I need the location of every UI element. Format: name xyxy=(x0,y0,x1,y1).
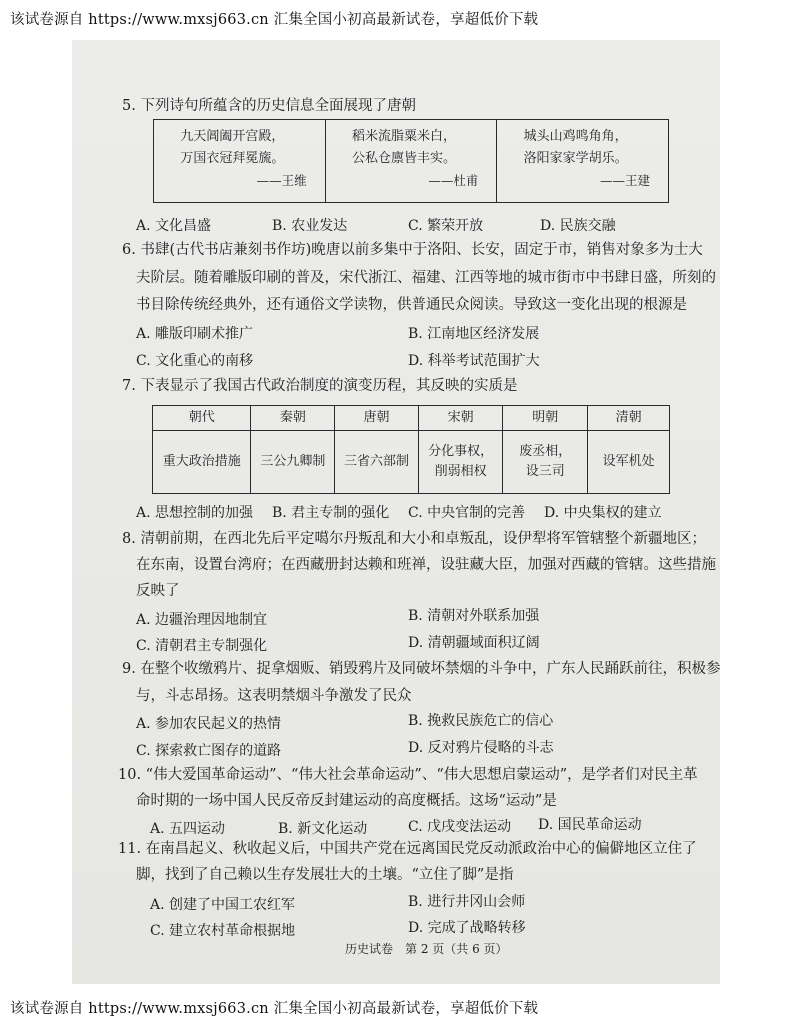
table-header-cell: 朝代 xyxy=(153,406,251,431)
q10-line-2: 命时期的一场中国人民反帝反封建运动的高度概括。这场“运动”是 xyxy=(136,793,557,809)
table-cell xyxy=(251,431,335,494)
q5-option-a: A. 文化昌盛 xyxy=(136,218,212,234)
q7-option-c: C. 中央官制的完善 xyxy=(408,505,526,521)
table-cell-text: 设三司 xyxy=(525,464,565,479)
q8-option-a: A. 边疆治理因地制宜 xyxy=(136,612,268,628)
q8-line-1: 8. 清朝前期，在西北先后平定噶尔丹叛乱和大小和卓叛乱，设伊犁将军管辖整个新疆地区； xyxy=(122,531,706,547)
q8-option-b: B. 清朝对外联系加强 xyxy=(408,608,540,624)
table-header-cell: 宋朝 xyxy=(418,406,503,431)
q7-option-b: B. 君主专制的强化 xyxy=(272,505,390,521)
table-cell xyxy=(503,431,588,494)
table-row-label: 重大政治措施 xyxy=(153,431,251,494)
table-header-cell: 清朝 xyxy=(588,406,670,431)
poem-line: 城头山鸡鸣角角， xyxy=(523,129,628,144)
q11-option-d: D. 完成了战略转移 xyxy=(408,920,526,936)
q6-option-c: C. 文化重心的南移 xyxy=(136,353,254,369)
q7-option-a: A. 思想控制的加强 xyxy=(136,505,254,521)
q9-option-b: B. 挽救民族危亡的信心 xyxy=(408,713,554,729)
q5-option-b: B. 农业发达 xyxy=(272,218,348,234)
table-cell xyxy=(588,431,670,494)
q9-option-c: C. 探索救亡图存的道路 xyxy=(136,743,282,759)
q7-option-d: D. 中央集权的建立 xyxy=(544,505,662,521)
q9-line-2: 与，斗志昂扬。这表明禁烟斗争激发了民众 xyxy=(136,688,412,704)
poem-line: 稻米流脂粟米白， xyxy=(352,129,457,144)
q5-option-d: D. 民族交融 xyxy=(540,218,616,234)
q10-option-d: D. 国民革命运动 xyxy=(538,817,642,833)
q8-option-d: D. 清朝疆域面积辽阔 xyxy=(408,635,540,651)
q5-option-c: C. 繁荣开放 xyxy=(408,218,484,234)
q7-stem: 7. 下表显示了我国古代政治制度的演变历程，其反映的实质是 xyxy=(122,378,518,394)
poem-cell-1 xyxy=(154,120,326,202)
source-banner-bottom: 该试卷源自 https://www.mxsj663.cn 汇集全国小初高最新试卷，享超低价下载 xyxy=(10,1001,539,1017)
q7-dynasty-table xyxy=(152,405,670,494)
q10-option-a: A. 五四运动 xyxy=(150,821,226,837)
q8-option-c: C. 清朝君主专制强化 xyxy=(136,638,268,654)
poem-author: ——王建 xyxy=(600,173,651,188)
table-cell-text: 削弱相权 xyxy=(434,464,487,479)
poem-line: 洛阳家家学胡乐。 xyxy=(523,151,628,166)
poem-line: 公私仓廪皆丰实。 xyxy=(352,151,457,166)
table-cell-text: 分化事权， xyxy=(428,444,494,459)
poem-author: ——杜甫 xyxy=(428,173,479,188)
q6-option-b: B. 江南地区经济发展 xyxy=(408,326,540,342)
table-header-cell: 秦朝 xyxy=(251,406,335,431)
table-cell xyxy=(335,431,419,494)
q9-line-1: 9. 在整个收缴鸦片、捉拿烟贩、销毁鸦片及同破坏禁烟的斗争中，广东人民踊跃前往，积极参 xyxy=(122,661,721,677)
table-cell-text: 三省六部制 xyxy=(343,454,409,469)
q11-option-b: B. 进行井冈山会师 xyxy=(408,894,526,910)
table-header-row xyxy=(153,406,670,431)
table-cell-text: 三公九卿制 xyxy=(260,454,326,469)
table-header-cell: 明朝 xyxy=(503,406,588,431)
q8-line-2: 在东南，设置台湾府；在西藏册封达赖和班禅，设驻藏大臣，加强对西藏的管辖。这些措施 xyxy=(136,557,716,573)
poem-cell-3 xyxy=(497,120,668,202)
q5-stem: 5. 下列诗句所蕴含的历史信息全面展现了唐朝 xyxy=(122,98,416,114)
q11-option-a: A. 创建了中国工农红军 xyxy=(150,897,296,913)
page-footer: 历史试卷 第 2 页（共 6 页） xyxy=(345,942,508,956)
q8-line-3: 反映了 xyxy=(136,583,180,599)
q9-option-a: A. 参加农民起义的热情 xyxy=(136,716,282,732)
table-cell-text: 废丞相， xyxy=(519,444,572,459)
q6-line-1: 6. 书肆(古代书店兼刻书作坊)晚唐以前多集中于洛阳、长安，固定于市，销售对象多为士大 xyxy=(122,242,703,258)
q6-line-3: 书目除传统经典外，还有通俗文学读物，供普通民众阅读。导致这一变化出现的根源是 xyxy=(136,297,687,313)
table-cell-text: 设军机处 xyxy=(602,454,655,469)
poem-cell-2 xyxy=(326,120,498,202)
q6-option-d: D. 科举考试范围扩大 xyxy=(408,353,540,369)
q6-option-a: A. 雕版印刷术推广 xyxy=(136,326,254,342)
q6-line-2: 夫阶层。随着雕版印刷的普及，宋代浙江、福建、江西等地的城市街市中书肆日盛，所刻的 xyxy=(136,270,716,286)
source-banner-top: 该试卷源自 https://www.mxsj663.cn 汇集全国小初高最新试卷，享超低价下载 xyxy=(10,12,539,28)
q10-option-c: C. 戊戌变法运动 xyxy=(408,819,512,835)
table-header-cell: 唐朝 xyxy=(335,406,419,431)
table-row xyxy=(153,431,670,494)
poem-author: ——王维 xyxy=(256,173,307,188)
q10-option-b: B. 新文化运动 xyxy=(278,821,368,837)
q9-option-d: D. 反对鸦片侵略的斗志 xyxy=(408,740,554,756)
q5-poem-table xyxy=(153,119,669,203)
poem-line: 万国衣冠拜冕旒。 xyxy=(180,151,285,166)
poem-line: 九天阊阖开宫殿， xyxy=(180,129,285,144)
q11-line-1: 11. 在南昌起义、秋收起义后，中国共产党在远离国民党反动派政治中心的偏僻地区立住了 xyxy=(118,841,697,857)
q10-line-1: 10. “伟大爱国革命运动”、“伟大社会革命运动”、“伟大思想启蒙运动”，是学者们对民主革 xyxy=(118,767,698,783)
table-cell xyxy=(418,431,503,494)
q11-option-c: C. 建立农村革命根据地 xyxy=(150,923,296,939)
q11-line-2: 脚，找到了自己赖以生存发展壮大的土壤。“立住了脚”是指 xyxy=(136,867,514,883)
